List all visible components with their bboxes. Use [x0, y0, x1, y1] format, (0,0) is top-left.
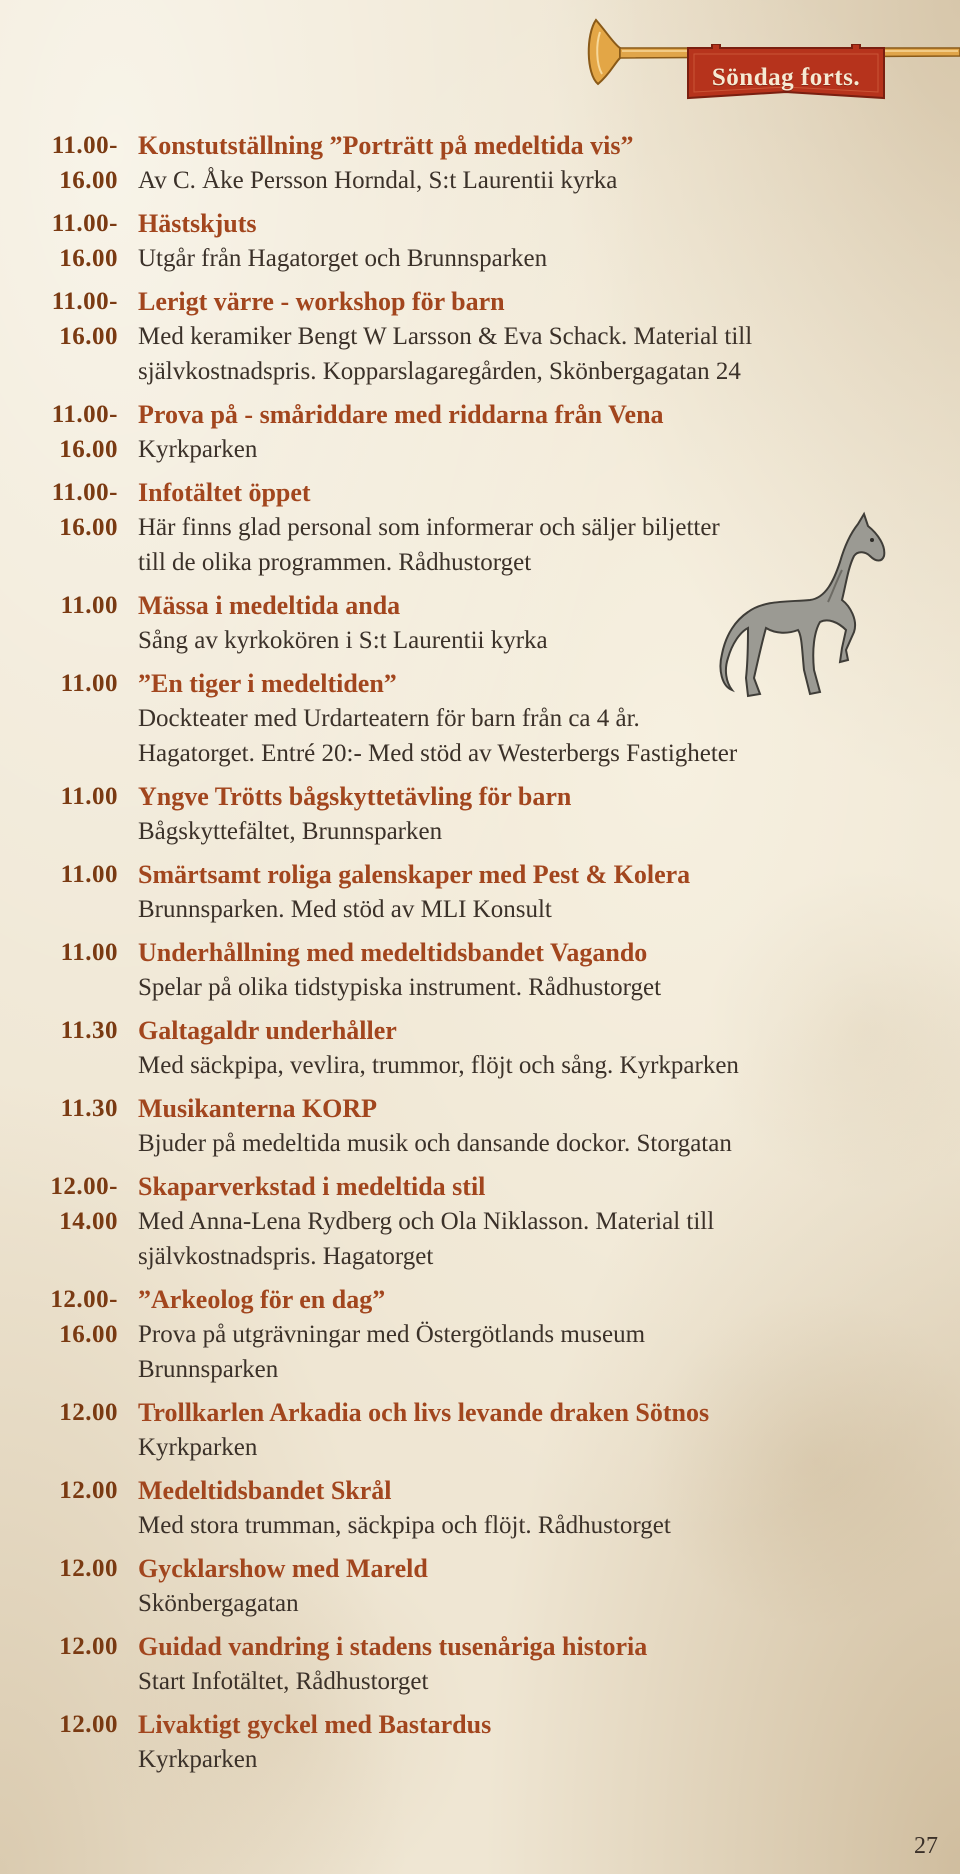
event-description-line: Bågskyttefältet, Brunnsparken: [138, 818, 443, 845]
event-title: Prova på - småriddare med riddarna från Vena: [138, 400, 664, 429]
event-time: [0, 284, 118, 354]
event-time: [0, 1282, 118, 1352]
event-end-time: 16.00: [59, 436, 118, 463]
event-item: [0, 1473, 960, 1543]
event-start-time: 11.00: [60, 670, 118, 697]
event-description: [138, 163, 860, 198]
event-start-time: 11.00-: [51, 132, 118, 159]
event-title: Galtagaldr underhåller: [138, 1016, 397, 1045]
page-number: 27: [914, 1833, 938, 1859]
event-content: [118, 1629, 960, 1699]
event-item: [0, 284, 960, 389]
event-time: [0, 397, 118, 467]
event-content: [118, 935, 960, 1005]
event-time: [0, 1707, 118, 1742]
event-time: [0, 1551, 118, 1586]
event-description-line: Kyrkparken: [138, 1746, 258, 1773]
event-title: Smärtsamt roliga galenskaper med Pest & Kolera: [138, 860, 691, 889]
event-content: [118, 1091, 960, 1161]
event-time: [0, 1091, 118, 1126]
event-item: [0, 1707, 960, 1777]
event-content: [118, 128, 960, 198]
event-description-line: Hagatorget. Entré 20:- Med stöd av Westerbergs Fastigheter: [138, 740, 738, 767]
event-time: [0, 128, 118, 198]
event-title: Musikanterna KORP: [138, 1094, 378, 1123]
event-title: Skaparverkstad i medeltida stil: [138, 1172, 486, 1201]
event-item: [0, 935, 960, 1005]
event-description-line: Kyrkparken: [138, 1434, 258, 1461]
event-title: Livaktigt gyckel med Bastardus: [138, 1710, 492, 1739]
event-description-line: Spelar på olika tidstypiska instrument. Rådhustorget: [138, 974, 662, 1001]
event-content: [118, 1395, 960, 1465]
event-time: [0, 588, 118, 623]
event-time: [0, 206, 118, 276]
event-description: [138, 1508, 860, 1543]
event-description-line: Här finns glad personal som informerar och säljer biljetter: [138, 514, 720, 541]
event-item: [0, 128, 960, 198]
event-description-line: Skönbergagatan: [138, 1590, 299, 1617]
event-end-time: 16.00: [59, 1321, 118, 1348]
event-title: Konstutställning ”Porträtt på medeltida vis”: [138, 131, 634, 160]
event-item: [0, 1169, 960, 1274]
event-item: [0, 1551, 960, 1621]
event-content: [118, 284, 960, 389]
event-time: [0, 1169, 118, 1239]
event-start-time: 11.00: [60, 939, 118, 966]
event-start-time: 12.00-: [50, 1173, 118, 1200]
event-description-line: Brunnsparken. Med stöd av MLI Konsult: [138, 896, 552, 923]
event-start-time: 11.00: [60, 592, 118, 619]
event-time: [0, 1013, 118, 1048]
event-title: Medeltidsbandet Skrål: [138, 1476, 392, 1505]
event-description-line: Prova på utgrävningar med Östergötlands museum: [138, 1321, 646, 1348]
event-end-time: 16.00: [59, 167, 118, 194]
event-start-time: 12.00: [59, 1555, 118, 1582]
event-start-time: 11.00-: [51, 479, 118, 506]
event-description-line: Med säckpipa, vevlira, trummor, flöjt och sång. Kyrkparken: [138, 1052, 739, 1079]
event-time: [0, 475, 118, 545]
event-title: Infotältet öppet: [138, 478, 311, 507]
event-time: [0, 779, 118, 814]
event-description: [138, 1664, 860, 1699]
event-title: Hästskjuts: [138, 209, 257, 238]
event-end-time: 14.00: [59, 1208, 118, 1235]
event-time: [0, 935, 118, 970]
event-title: ”Arkeolog för en dag”: [138, 1285, 386, 1314]
event-start-time: 11.30: [60, 1095, 118, 1122]
event-content: [118, 857, 960, 927]
event-description-line: Start Infotältet, Rådhustorget: [138, 1668, 429, 1695]
event-end-time: 16.00: [59, 514, 118, 541]
event-end-time: 16.00: [59, 245, 118, 272]
event-description: [138, 892, 860, 927]
event-description-line: Med keramiker Bengt W Larsson & Eva Schack. Material till: [138, 323, 753, 350]
event-content: [118, 1707, 960, 1777]
event-description: [138, 1317, 860, 1387]
event-content: [118, 1282, 960, 1387]
event-description-line: Kyrkparken: [138, 436, 258, 463]
event-item: [0, 1091, 960, 1161]
event-time: [0, 1629, 118, 1664]
event-start-time: 11.30: [60, 1017, 118, 1044]
event-time: [0, 857, 118, 892]
event-description-line: Utgår från Hagatorget och Brunnsparken: [138, 245, 548, 272]
event-item: [0, 206, 960, 276]
event-start-time: 11.00: [60, 861, 118, 888]
event-description: [138, 1742, 860, 1777]
event-item: [0, 779, 960, 849]
event-description-line: Dockteater med Urdarteatern för barn från ca 4 år.: [138, 705, 640, 732]
event-description: [138, 319, 860, 389]
event-content: [118, 1169, 960, 1274]
event-time: [0, 1395, 118, 1430]
event-content: [118, 397, 960, 467]
event-description: [138, 814, 860, 849]
event-start-time: 12.00: [59, 1399, 118, 1426]
event-item: [0, 397, 960, 467]
event-description-line: självkostnadspris. Hagatorget: [138, 1243, 434, 1270]
event-description-line: Bjuder på medeltida musik och dansande dockor. Storgatan: [138, 1130, 732, 1157]
event-title: Lerigt värre - workshop för barn: [138, 287, 505, 316]
event-time: [0, 1473, 118, 1508]
event-start-time: 11.00-: [51, 401, 118, 428]
banner-flag: [686, 44, 886, 100]
event-description-line: till de olika programmen. Rådhustorget: [138, 549, 532, 576]
event-start-time: 12.00-: [50, 1286, 118, 1313]
event-title: Gycklarshow med Mareld: [138, 1554, 428, 1583]
event-schedule: [0, 128, 960, 1785]
event-item: [0, 1013, 960, 1083]
event-end-time: 16.00: [59, 323, 118, 350]
event-title: Mässa i medeltida anda: [138, 591, 401, 620]
event-start-time: 11.00-: [51, 210, 118, 237]
event-content: [118, 1473, 960, 1543]
event-description: [138, 1126, 860, 1161]
event-description-line: Brunnsparken: [138, 1356, 279, 1383]
event-content: [118, 1551, 960, 1621]
event-start-time: 11.00: [60, 783, 118, 810]
event-description-line: självkostnadspris. Kopparslagaregården, Skönbergagatan 24: [138, 358, 741, 385]
event-item: [0, 1629, 960, 1699]
event-description: [138, 241, 860, 276]
event-description: [138, 1048, 860, 1083]
event-content: [118, 779, 960, 849]
event-item: [0, 1282, 960, 1387]
horse-illustration: [718, 510, 888, 710]
event-content: [118, 1013, 960, 1083]
event-item: [0, 1395, 960, 1465]
event-title: Yngve Trötts bågskyttetävling för barn: [138, 782, 572, 811]
event-content: [118, 206, 960, 276]
event-title: Underhållning med medeltidsbandet Vagando: [138, 938, 648, 967]
event-description-line: Sång av kyrkokören i S:t Laurentii kyrka: [138, 627, 548, 654]
event-start-time: 11.00-: [51, 288, 118, 315]
event-description-line: Av C. Åke Persson Horndal, S:t Laurentii kyrka: [138, 167, 618, 194]
event-title: ”En tiger i medeltiden”: [138, 669, 397, 698]
event-time: [0, 666, 118, 701]
event-start-time: 12.00: [59, 1633, 118, 1660]
event-description: [138, 1204, 860, 1274]
event-start-time: 12.00: [59, 1711, 118, 1738]
event-description: [138, 1586, 860, 1621]
event-start-time: 12.00: [59, 1477, 118, 1504]
event-description: [138, 1430, 860, 1465]
event-description: [138, 432, 860, 467]
banner-title: Söndag forts.: [711, 64, 861, 91]
event-title: Trollkarlen Arkadia och livs levande draken Sötnos: [138, 1398, 710, 1427]
event-description-line: Med Anna-Lena Rydberg och Ola Niklasson. Material till: [138, 1208, 715, 1235]
event-description: [138, 970, 860, 1005]
event-title: Guidad vandring i stadens tusenåriga historia: [138, 1632, 648, 1661]
event-description: [138, 701, 860, 771]
event-item: [0, 857, 960, 927]
event-description-line: Med stora trumman, säckpipa och flöjt. Rådhustorget: [138, 1512, 671, 1539]
